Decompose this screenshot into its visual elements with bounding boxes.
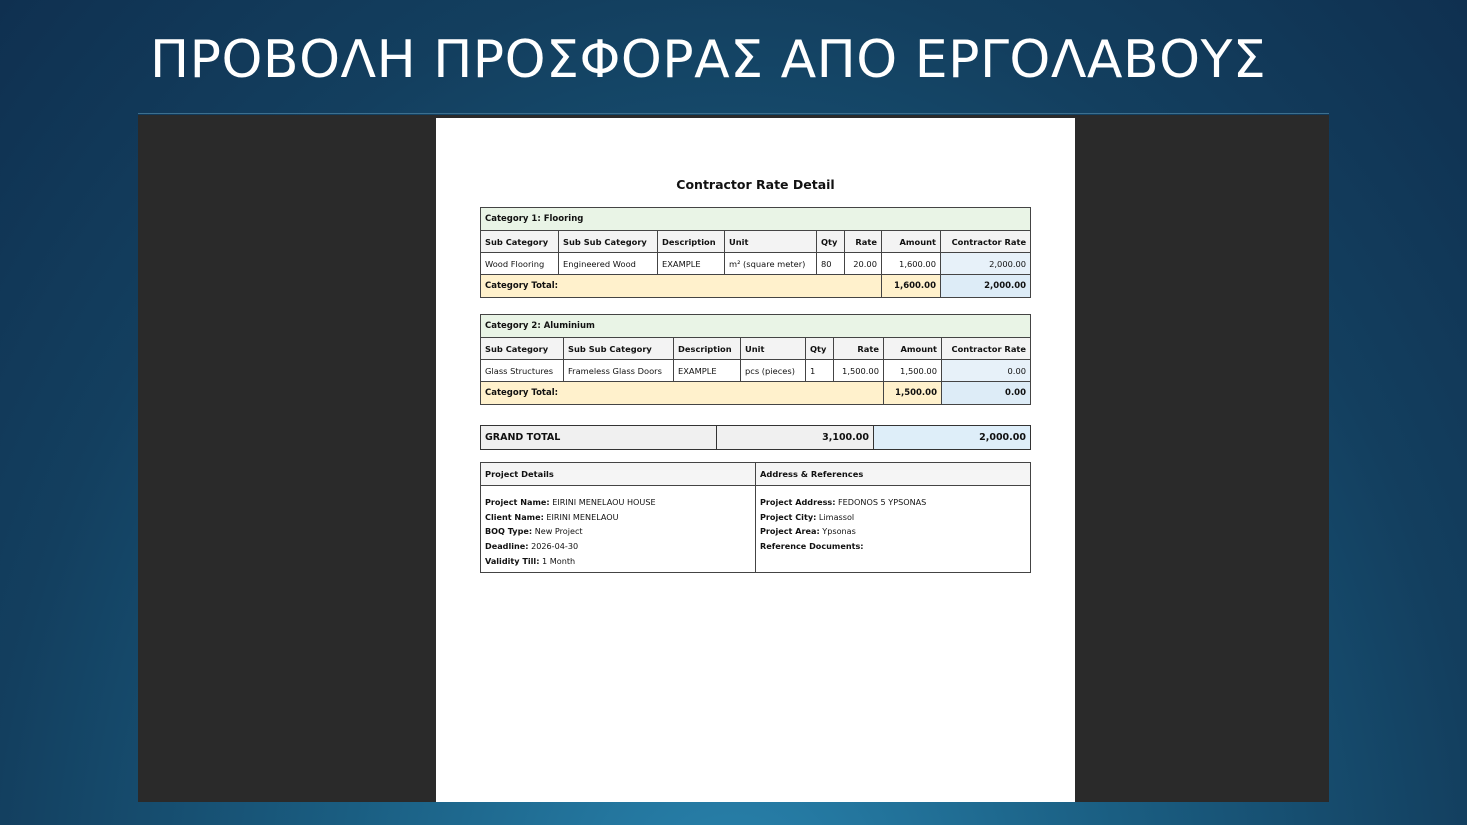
category-total-label: Category Total: (481, 382, 884, 405)
category-total-amount: 1,500.00 (884, 382, 942, 405)
project-name-line: Project Name: EIRINI MENELAOU HOUSE (485, 497, 656, 507)
cell-contractor-rate: 0.00 (942, 360, 1031, 382)
column-header: Contractor Rate (941, 231, 1031, 253)
cell-description: EXAMPLE (674, 360, 741, 382)
cell-sub-sub-category: Engineered Wood (559, 253, 658, 275)
client-name-line: Client Name: EIRINI MENELAOU (485, 511, 619, 522)
title-divider (138, 113, 1329, 114)
document-title: Contractor Rate Detail (676, 177, 835, 192)
cell-sub-category: Glass Structures (481, 360, 564, 382)
column-header: Amount (882, 231, 941, 253)
address-references-body (756, 486, 1031, 573)
grand-total-row (481, 426, 1031, 450)
category-table (480, 314, 1031, 405)
document-viewer[interactable] (138, 115, 1329, 802)
category-total-label: Category Total: (481, 275, 882, 298)
cell-rate: 1,500.00 (834, 360, 884, 382)
project-address-line: Project Address: FEDONOS 5 YPSONAS (760, 497, 927, 507)
cell-description: EXAMPLE (658, 253, 725, 275)
category-total-contractor: 0.00 (942, 382, 1031, 405)
category-title: Category 2: Aluminium (481, 315, 1031, 338)
document-page (436, 118, 1075, 802)
cell-amount: 1,500.00 (884, 360, 942, 382)
column-header: Unit (725, 231, 817, 253)
project-address-value: FEDONOS 5 YPSONAS (838, 497, 927, 507)
cell-sub-category: Wood Flooring (481, 253, 559, 275)
project-name-value: EIRINI MENELAOU HOUSE (552, 497, 656, 507)
column-header: Sub Category (481, 231, 559, 253)
boq-type-value: New Project (534, 526, 583, 537)
column-header: Sub Sub Category (559, 231, 658, 253)
cell-contractor-rate: 2,000.00 (941, 253, 1031, 275)
column-header: Description (674, 338, 741, 360)
column-header: Qty (806, 338, 834, 360)
project-city-value: Limassol (818, 511, 855, 522)
validity-value: 1 Month (542, 555, 576, 566)
cell-unit: m² (square meter) (725, 253, 817, 275)
category-total-contractor: 2,000.00 (941, 275, 1031, 298)
client-name-value: EIRINI MENELAOU (546, 511, 619, 522)
cell-qty: 80 (817, 253, 845, 275)
category-title: Category 1: Flooring (481, 208, 1031, 231)
column-header: Sub Sub Category (564, 338, 674, 360)
grand-total-amount: 3,100.00 (717, 426, 874, 450)
boq-type-line: BOQ Type: New Project (485, 526, 583, 537)
cell-rate: 20.00 (845, 253, 882, 275)
project-details-table (480, 462, 1031, 573)
column-header: Qty (817, 231, 845, 253)
table-row (481, 253, 1031, 275)
category-total-row (481, 382, 1031, 405)
category-total-row (481, 275, 1031, 298)
column-header: Description (658, 231, 725, 253)
column-header: Sub Category (481, 338, 564, 360)
project-area-value: Ypsonas (822, 526, 856, 537)
deadline-value: 2026-04-30 (531, 541, 579, 552)
grand-total-contractor: 2,000.00 (874, 426, 1031, 450)
cell-amount: 1,600.00 (882, 253, 941, 275)
project-details-body (481, 486, 756, 573)
column-header: Amount (884, 338, 942, 360)
cell-sub-sub-category: Frameless Glass Doors (564, 360, 674, 382)
grand-total-table (480, 425, 1031, 450)
column-header: Rate (845, 231, 882, 253)
project-area-line: Project Area: Ypsonas (760, 526, 856, 537)
column-header-row (481, 231, 1031, 253)
category-table (480, 207, 1031, 298)
address-references-header: Address & References (756, 463, 1031, 486)
column-header-row (481, 338, 1031, 360)
project-details-header: Project Details (481, 463, 756, 486)
column-header: Contractor Rate (942, 338, 1031, 360)
column-header: Unit (741, 338, 806, 360)
project-city-line: Project City: Limassol (760, 511, 855, 522)
cell-qty: 1 (806, 360, 834, 382)
column-header: Rate (834, 338, 884, 360)
validity-line: Validity Till: 1 Month (485, 555, 576, 566)
reference-documents-line: Reference Documents: (760, 541, 864, 552)
slide-title: ΠΡΟΒΟΛΗ ΠΡΟΣΦΟΡΑΣ ΑΠΟ ΕΡΓΟΛΑΒΟΥΣ (150, 30, 1267, 90)
cell-unit: pcs (pieces) (741, 360, 806, 382)
deadline-line: Deadline: 2026-04-30 (485, 541, 579, 552)
category-total-amount: 1,600.00 (882, 275, 941, 298)
table-row (481, 360, 1031, 382)
grand-total-label: GRAND TOTAL (481, 426, 717, 450)
